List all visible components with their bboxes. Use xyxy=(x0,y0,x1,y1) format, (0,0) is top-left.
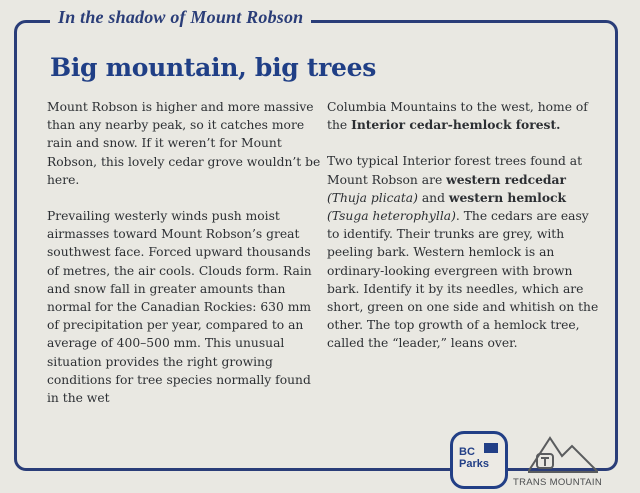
bc-parks-text xyxy=(459,446,501,470)
right-p1-text: Columbia Mountains to the west, home of the xyxy=(327,100,588,133)
right-p2-text-b: and xyxy=(417,190,449,205)
latin-name-redcedar: (Thuja plicata) xyxy=(327,190,418,205)
left-column xyxy=(47,98,323,407)
sign-kicker: In the shadow of Mount Robson xyxy=(50,7,311,28)
bc-parks-line2: Parks xyxy=(459,458,489,470)
sign-title: Big mountain, big trees xyxy=(50,53,376,82)
bc-parks-line1: BC xyxy=(459,446,475,458)
left-paragraph-2: Prevailing westerly winds push moist airmasses toward Mount Robson’s great southwest face. Forced upward thousands of metres, the air cools. Clouds form. Rain and snow fall in greater amounts than normal for the Canadian Rockies: 630 mm of precipitation per year, compared to an average of 400–500 mm. This unusual situation provides the right growing conditions for tree species normally found in the wet xyxy=(47,209,312,406)
trans-mountain-logo-icon xyxy=(528,434,598,474)
forest-name: Interior cedar-hemlock forest. xyxy=(351,117,561,133)
trans-mountain-text: TRANS MOUNTAIN xyxy=(513,477,602,488)
right-column xyxy=(327,98,603,353)
latin-name-hemlock: (Tsuga heterophylla) xyxy=(327,209,456,224)
right-paragraph-1 xyxy=(327,98,603,134)
tree-name-redcedar: western redcedar xyxy=(446,171,566,187)
right-paragraph-2 xyxy=(327,152,603,352)
left-paragraph-1: Mount Robson is higher and more massive than any nearby peak, so it catches more rain and snow. If it weren’t for Mount Robson, this lovely cedar grove wouldn’t be here. xyxy=(47,100,321,187)
bc-parks-logo xyxy=(450,431,508,489)
right-p2-text-a: Two typical Interior forest trees found at Mount Robson are xyxy=(327,154,583,187)
right-p2-text-c: . The cedars are easy to identify. Their trunks are grey, with peeling bark. Western hemlock is an ordinary-looking evergreen with brown bark. Identify it by its needles, which are short, green on one side and whitish on the other. The top growth of a hemlock tree, called the “leader,” leans over. xyxy=(327,209,599,351)
tree-name-hemlock: western hemlock xyxy=(448,189,567,205)
